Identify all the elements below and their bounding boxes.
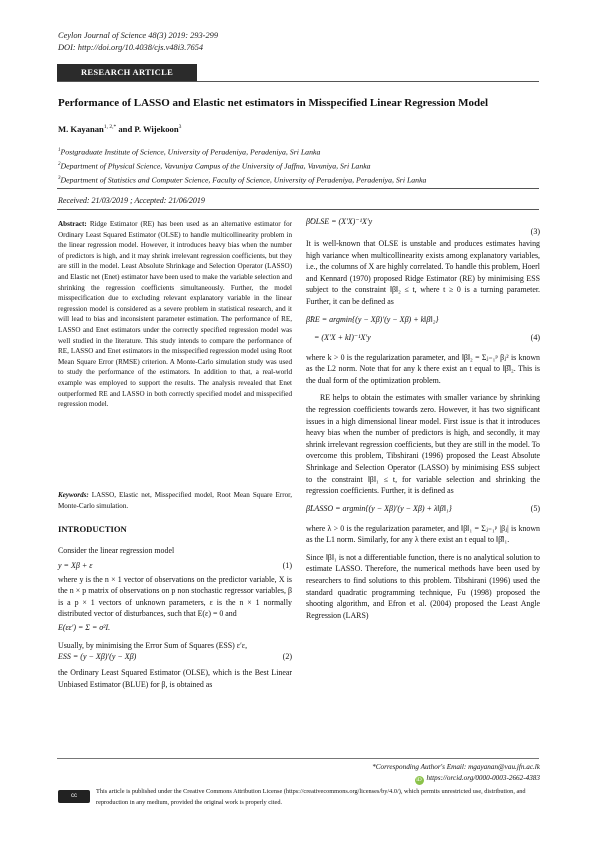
equation-1 bbox=[58, 560, 292, 574]
dates-rule bbox=[57, 209, 539, 210]
equation-5-number: (5) bbox=[530, 503, 540, 513]
affiliations bbox=[58, 145, 426, 187]
paper-title: Performance of LASSO and Elastic net estimators in Misspecified Linear Regression Model bbox=[58, 97, 489, 109]
equation-4-number: (4) bbox=[530, 332, 540, 342]
author-conjunction: and bbox=[116, 124, 135, 134]
intro-paragraph-4: the Ordinary Least Squared Estimator (OLSE), which is the Best Linear Unbiased Estimator (BLUE) for β, is obtained as bbox=[58, 668, 292, 689]
corresponding-email[interactable]: mgayanan@vau.jfn.ac.lk bbox=[466, 763, 540, 771]
footer-rule bbox=[57, 758, 539, 759]
keywords-label: Keywords: bbox=[58, 491, 89, 499]
orcid-link[interactable]: https://orcid.org/0000-0003-2662-4383 bbox=[426, 774, 540, 782]
received-accepted-dates: Received: 21/03/2019 ; Accepted: 21/06/2019 bbox=[58, 196, 205, 205]
equation-3-expr: β̂OLSE = (X′X)⁻¹X′y bbox=[306, 217, 373, 226]
equation-5-expr: β̂LASSO = argmin{(y − Xβ)′(y − Xβ) + λ‖β‖₁} bbox=[306, 503, 452, 513]
author-1-affil: 1, 2,* bbox=[103, 124, 117, 131]
abstract-label: Abstract: bbox=[58, 220, 87, 228]
keywords bbox=[58, 490, 292, 511]
intro-paragraph-1: Consider the linear regression model bbox=[58, 546, 175, 555]
corresponding-author bbox=[330, 762, 540, 785]
author-1: M. Kayanan bbox=[58, 124, 104, 134]
affiliation-2 bbox=[58, 159, 426, 173]
orcid-icon: iD bbox=[416, 777, 422, 783]
right-paragraph-3: RE helps to obtain the estimates with smaller variance by shrinking the regression coefficients towards zero. However, it has two significant issues in a high dimensional linear model. First issue is that it introduces heavy bias when the number of predictors is high, and secondly, it may shrink irrelevant regression coefficients, but they are still in the model. To overcome this problem, Tibshirani (1996) proposed the Least Absolute Shrinkage and Selection Operator (LASSO) by minimising ESS subject to the constraint ‖β‖₁ ≤ t, for variable selection and shrinking the regression coefficients. Further, it is defined as bbox=[306, 393, 540, 496]
abstract bbox=[58, 219, 292, 410]
affiliation-3 bbox=[58, 173, 426, 187]
equation-4b bbox=[306, 332, 540, 346]
affiliation-1 bbox=[58, 145, 426, 159]
equation-1-number: (1) bbox=[282, 560, 292, 570]
equation-1-expr: y = Xβ + ε bbox=[58, 560, 93, 570]
intro-paragraph-3: Usually, by minimising the Error Sum of Squares (ESS) ε′ε, bbox=[58, 640, 248, 650]
journal-header bbox=[58, 30, 218, 54]
intro-paragraph-2: where y is the n × 1 vector of observations on the predictor variable, X is the n × p matrix of observations on p non stochastic regressor variables, β is a p × 1 vectors of unknown parameters, ε is the n × 1 normally distributed vector of disturbances, such that E(ε) = 0 and bbox=[58, 574, 292, 619]
cc-badge-label: cc bbox=[71, 793, 77, 799]
affiliation-1-text: Postgraduate Institute of Science, University of Peradeniya, Peradeniya, Sri Lanka bbox=[60, 147, 321, 157]
introduction-body bbox=[58, 545, 292, 690]
doi[interactable]: DOI: http://doi.org/10.4038/cjs.v48i3.7654 bbox=[58, 43, 204, 52]
right-paragraph-5: Since ‖β‖₁ is not a differentiable function, there is no analytical solution to estimate LASSO. Therefore, the numerical methods have been used by researchers to find solutions to this problem. Tibshirani (1996) used the standard quadratic programming technique, Fu (1998) proposed the shooting algorithm, and Efron et al. (2004) proposed the Least Angle Regression (LARS) bbox=[306, 552, 540, 620]
affiliation-3-marker: 3 bbox=[58, 176, 61, 182]
affiliation-rule bbox=[57, 188, 539, 189]
journal-citation: Ceylon Journal of Science 48(3) 2019: 293-299 bbox=[58, 31, 219, 40]
equation-2-number: (2) bbox=[282, 652, 292, 662]
right-column bbox=[306, 216, 540, 621]
license-notice bbox=[58, 786, 540, 808]
keywords-text: LASSO, Elastic net, Misspecified model, Root Mean Square Error, Monte-Carlo simulation. bbox=[58, 491, 292, 510]
affiliation-2-marker: 2 bbox=[58, 162, 61, 168]
right-paragraph-4: where λ > 0 is the regularization parameter, and ‖β‖₁ = Σⱼ₌₁ᵖ |βⱼ| is known as the L1 norm. Similarly, for any λ there exist an t equal to ‖β̂‖₁. bbox=[306, 523, 540, 545]
corresponding-label: *Corresponding Author's Email: bbox=[372, 763, 467, 771]
introduction-heading: INTRODUCTION bbox=[58, 524, 127, 534]
author-2-affil: 3 bbox=[178, 124, 182, 131]
equation-2 bbox=[58, 651, 292, 665]
affiliation-3-text: Department of Statistics and Computer Science, Faculty of Science, University of Peradeniya, Peradeniya, Sri Lanka bbox=[60, 175, 427, 185]
right-paragraph-2: where k > 0 is the regularization parameter, and ‖β‖₂ = Σⱼ₌₁ᵖ βⱼ² is known as the L2 norm. Note that for any k there exist an t equal to ‖β̂‖₂. This is the dual form of the optimization problem. bbox=[306, 352, 540, 385]
orcid-line bbox=[330, 773, 540, 785]
affiliation-2-text: Department of Physical Science, Vavuniya Campus of the University of Jaffna, Vavuniya, Sri Lanka bbox=[60, 161, 371, 171]
abstract-text: Ridge Estimator (RE) has been used as an alternative estimator for Ordinary Least Squared Estimator (OLSE) to handle multicollinearity problem in the linear regression model. However, it introduces heavy bias when the number of predictors is high, and it may shrink irrelevant regression coefficients, but they are still in the model. Least Absolute Shrinkage and Selection Operator (LASSO) and Elastic net (Enet) estimator have been used to make the variable selection and shrinking the regression coefficients simultaneously. Further, the model misspecification due to excluding relevant explanatory variable in the linear regression model is considered as a severe problem in statistical research, and it will lead to bias and inconsistent parameter estimation. The performance of RE, LASSO and Enet estimators under the correctly specified regression model was well studied in the literature. This study intends to compare the performance of RE, LASSO and Enet estimators in the misspecified regression model using Root Mean Square Error (RMSE) criterion. A Monte-Carlo simulation study was used to study the performance of the estimators. In addition to that, a real-world example was employed to support the results. The analysis revealed that Enet outperformed RE and LASSO in both correctly specified model and misspecified regression model. bbox=[58, 220, 292, 409]
equation-4a bbox=[306, 314, 540, 328]
affiliation-1-marker: 1 bbox=[58, 148, 61, 153]
right-paragraph-1: It is well-known that OLSE is unstable and produces estimates having high variance when multicollinearity exists among explanatory variables, i.e., the columns of X are highly correlated. To handle this problem, Hoerl and Kennard (1970) proposed Ridge Estimator (RE) by minimising ESS subject to the constraint ‖β‖₂ ≤ t, where t ≥ 0 is a turning parameter. Further, it can be defined as bbox=[306, 239, 540, 306]
authors bbox=[58, 124, 181, 134]
license-text: This article is published under the Creative Commons Attribution License (https://creativecommons.org/licenses/by/4.0/), which permits unrestricted use, distribution, and reproduction in any medium, provided the original work is properly cited. bbox=[96, 788, 526, 806]
equation-3 bbox=[306, 216, 540, 238]
equation-4a-expr: β̂RE = argmin{(y − Xβ)′(y − Xβ) + k‖β‖₂} bbox=[306, 314, 439, 324]
intro-paragraph-2b: E(εε′) = Σ = σ²I. bbox=[58, 622, 111, 632]
author-2: P. Wijekoon bbox=[134, 124, 179, 134]
equation-3-number: (3) bbox=[530, 227, 540, 236]
equation-2-expr: ESS = (y − Xβ)′(y − Xβ) bbox=[58, 652, 137, 662]
equation-5 bbox=[306, 503, 540, 517]
corresponding-email-line bbox=[330, 762, 540, 773]
article-type-banner: RESEARCH ARTICLE bbox=[57, 64, 197, 81]
header-rule bbox=[57, 81, 539, 82]
equation-4b-expr: = (X′X + kI)⁻¹X′y bbox=[314, 332, 371, 342]
